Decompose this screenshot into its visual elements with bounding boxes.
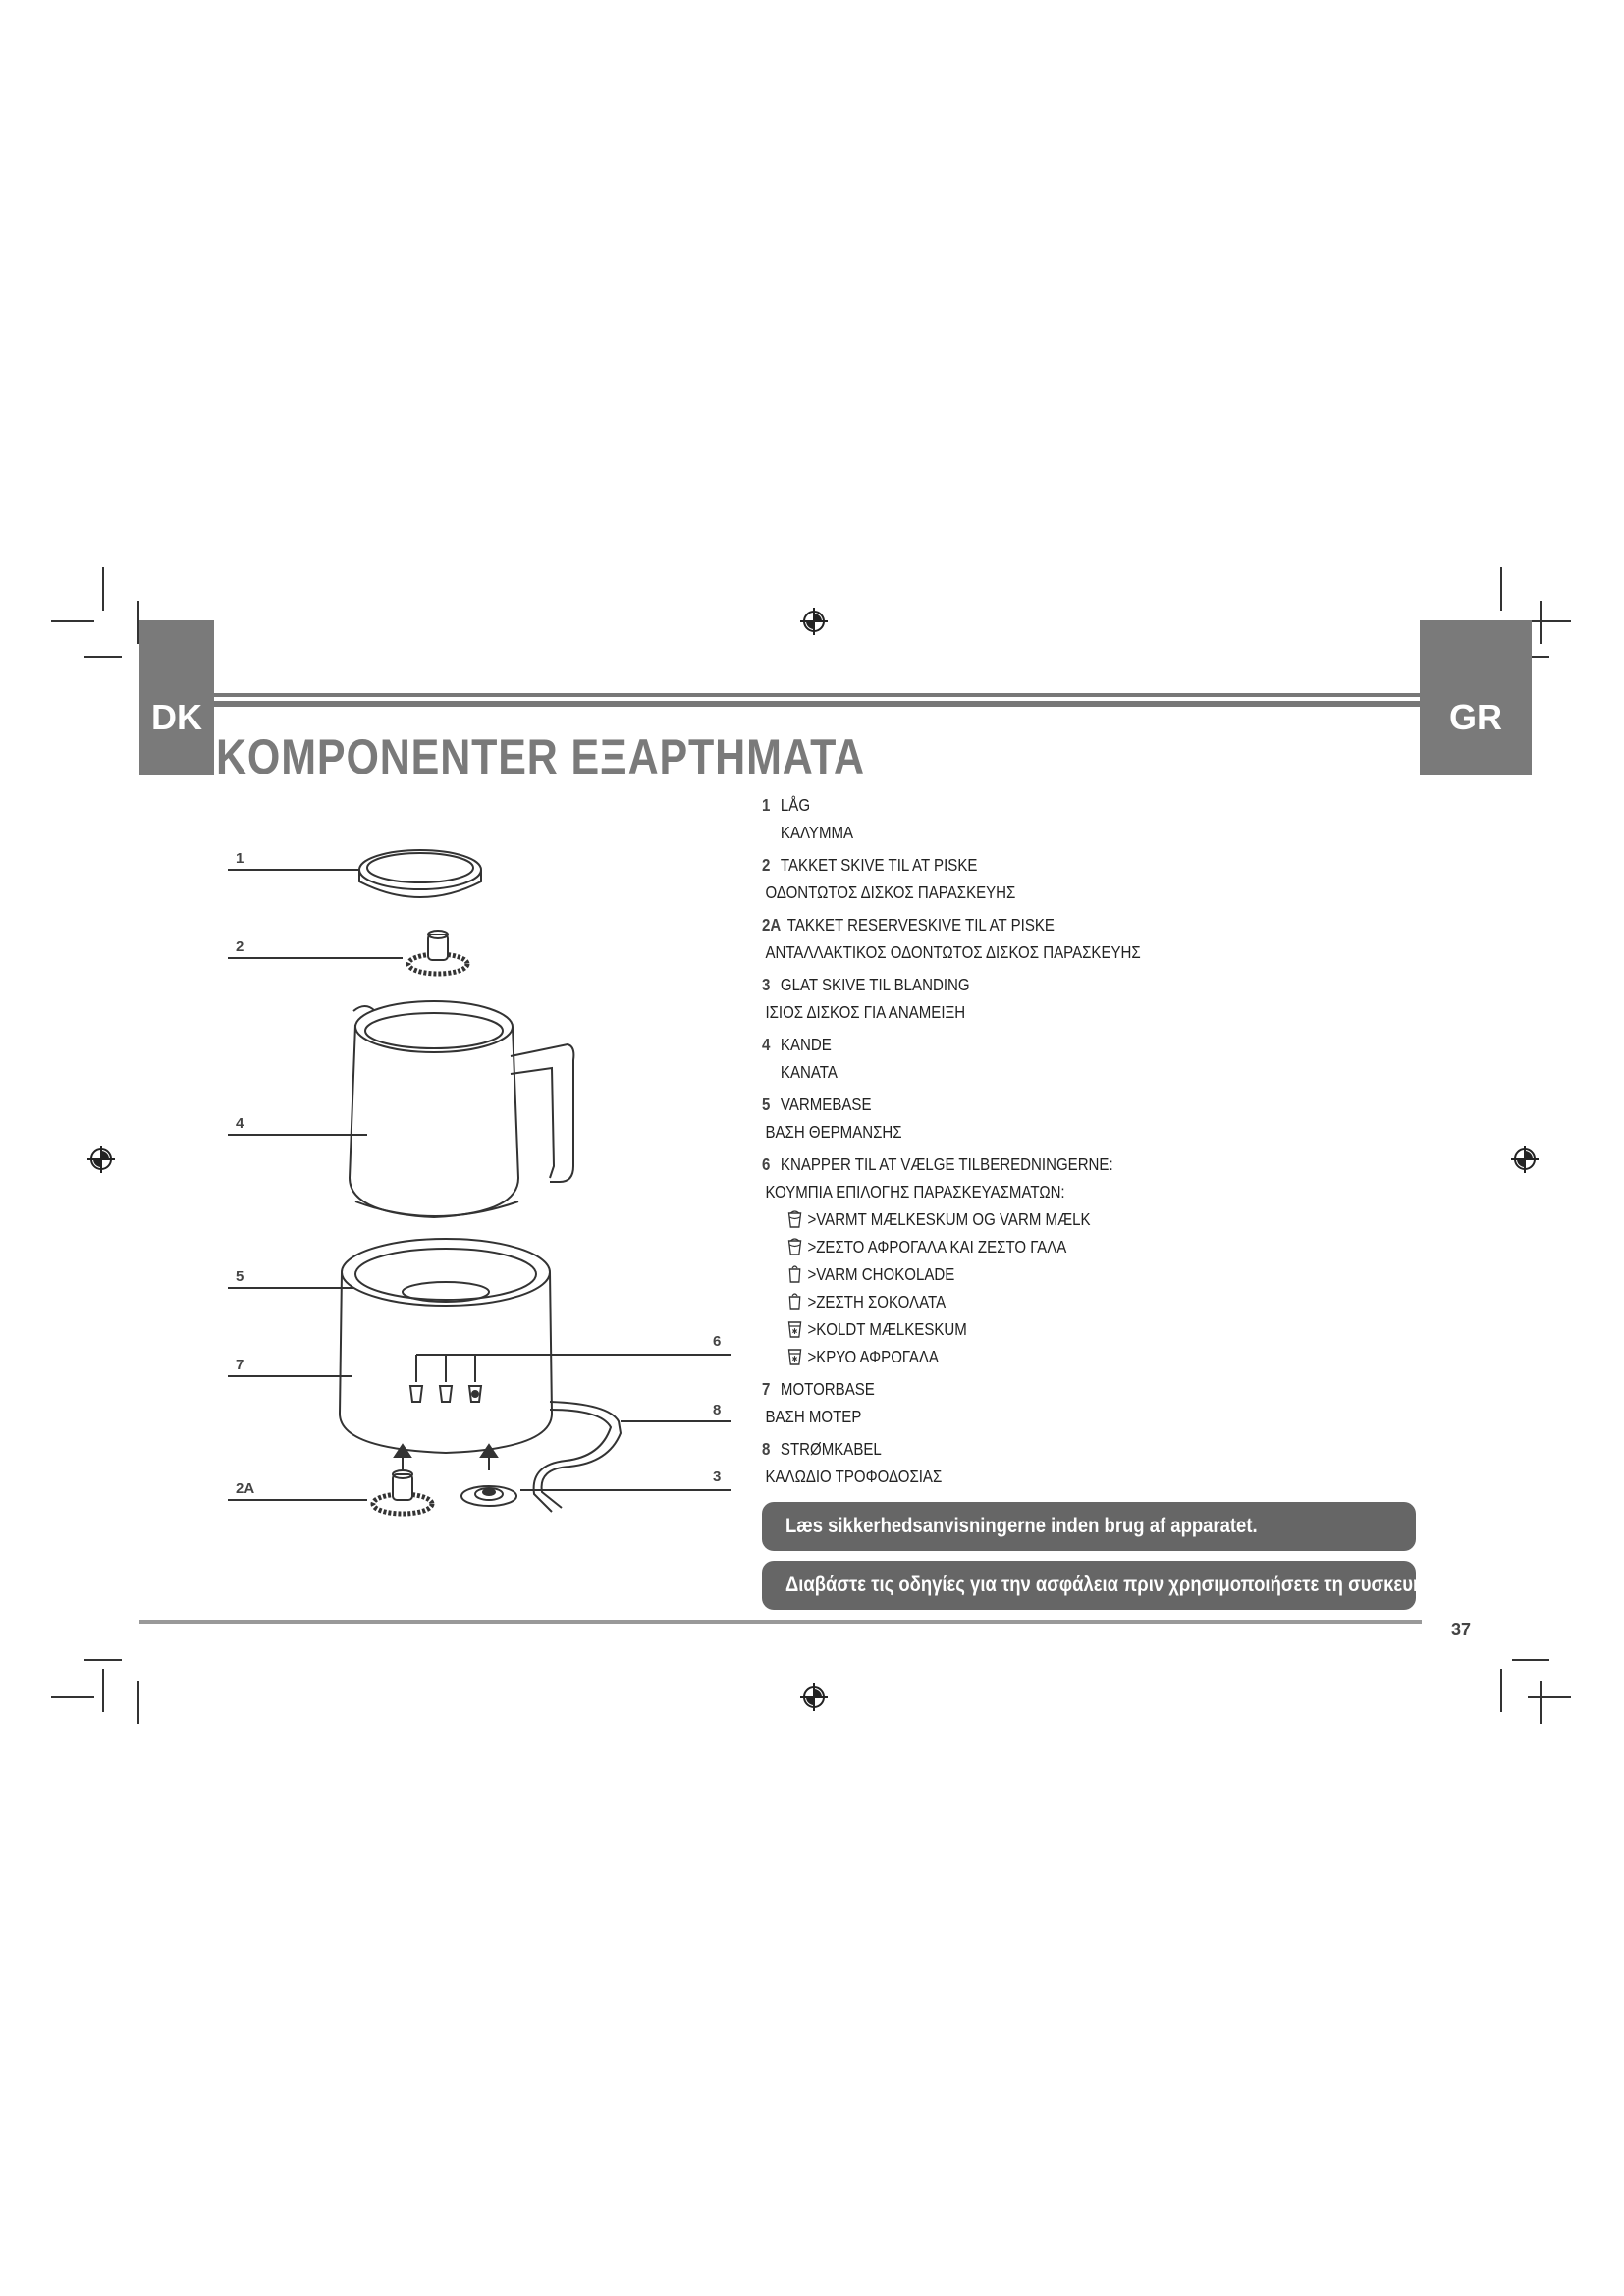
option-item (762, 1343, 1353, 1370)
product-diagram (216, 825, 746, 1551)
safety-note-text: Læs sikkerhedsanvisningerne inden brug af apparatet. (785, 1515, 1258, 1537)
language-tab-label: DK (151, 697, 202, 737)
part-label-gr: ΒΑΣΗ ΜΟΤΕΡ (765, 1407, 862, 1426)
part-number: 1 (762, 795, 771, 815)
page-number: 37 (1451, 1620, 1472, 1639)
language-tab-label: GR (1449, 697, 1502, 737)
footer-rule (139, 1620, 1422, 1624)
part-item (762, 1375, 1353, 1430)
callout-number: 5 (236, 1268, 244, 1285)
option-label: >ΚΡΥΟ ΑΦΡΟΓΑΛΑ (807, 1347, 939, 1366)
registration-mark-icon (1510, 1145, 1540, 1174)
crop-mark (102, 567, 104, 611)
safety-note-text: Διαβάστε τις οδηγίες για την ασφάλεια πριν χρησιμοποιήσετε τη συσκευή. (785, 1574, 1430, 1596)
crop-mark (1528, 620, 1571, 622)
part-label-gr: ΑΝΤΑΛΛΑΚΤΙΚΟΣ ΟΔΟΝΤΩΤΟΣ ΔΙΣΚΟΣ ΠΑΡΑΣΚΕΥΗΣ (765, 942, 1141, 962)
option-item (762, 1288, 1353, 1315)
part-item (762, 1091, 1353, 1146)
crop-mark (1512, 1659, 1549, 1661)
part-label-gr: ΒΑΣΗ ΘΕΡΜΑΝΣΗΣ (765, 1122, 902, 1142)
option-item (762, 1315, 1353, 1343)
cup-chocolate-icon (787, 1264, 802, 1284)
part-label-gr: ΚΟΥΜΠΙΑ ΕΠΙΛΟΓΗΣ ΠΑΡΑΣΚΕΥΑΣΜΑΤΩΝ: (765, 1182, 1065, 1201)
cup-foam-icon (787, 1237, 802, 1256)
part-item (762, 1435, 1353, 1490)
part-label-dk: KNAPPER TIL AT VÆLGE TILBEREDNINGERNE: (780, 1154, 1113, 1174)
option-item (762, 1205, 1353, 1233)
part-item (762, 1150, 1353, 1370)
callout-number: 3 (713, 1468, 722, 1485)
callout-number: 1 (236, 850, 244, 867)
registration-mark-icon (799, 607, 829, 636)
crop-mark (51, 620, 94, 622)
part-label-dk: LÅG (780, 795, 811, 815)
registration-mark-icon (799, 1682, 829, 1712)
cup-chocolate-icon (787, 1292, 802, 1311)
crop-mark (1528, 1696, 1571, 1698)
registration-mark-icon (86, 1145, 116, 1174)
safety-note-gr (762, 1561, 1430, 1610)
svg-text:✱: ✱ (791, 1326, 798, 1337)
crop-mark (1540, 1681, 1542, 1724)
part-label-dk: GLAT SKIVE TIL BLANDING (780, 975, 970, 994)
option-label: >ΖΕΣΤΗ ΣΟΚΟΛΑΤΑ (807, 1292, 947, 1311)
part-number: 2 (762, 855, 771, 875)
parts-list (762, 791, 1353, 1495)
part-number: 7 (762, 1379, 771, 1399)
crop-mark (51, 1696, 94, 1698)
part-label-gr: ΙΣΙΟΣ ΔΙΣΚΟΣ ΓΙΑ ΑΝΑΜΕΙΞΗ (765, 1002, 966, 1022)
crop-mark (84, 656, 122, 658)
option-label: >VARMT MÆLKESKUM OG VARM MÆLK (807, 1209, 1091, 1229)
callout-number: 4 (236, 1115, 244, 1132)
page-title: KOMPONENTER ΕΞΑΡΤΗΜΑΤΑ (216, 729, 865, 784)
header-rule (214, 693, 1420, 697)
option-item (762, 1260, 1353, 1288)
crop-mark (102, 1669, 104, 1712)
crop-mark (1540, 601, 1542, 644)
language-tab-gr (1420, 620, 1532, 775)
part-item (762, 971, 1353, 1026)
part-number: 2A (762, 915, 782, 934)
safety-note-dk (762, 1502, 1416, 1551)
part-item (762, 791, 1353, 846)
option-label: >VARM CHOKOLADE (807, 1264, 955, 1284)
part-label-dk: MOTORBASE (780, 1379, 875, 1399)
callout-number: 2A (236, 1480, 255, 1497)
part-item (762, 851, 1353, 906)
option-item (762, 1233, 1353, 1260)
callout-number: 2 (236, 938, 244, 955)
svg-text:✱: ✱ (791, 1354, 798, 1364)
callout-number: 7 (236, 1357, 244, 1373)
option-label: >KOLDT MÆLKESKUM (807, 1319, 967, 1339)
part-number: 6 (762, 1154, 771, 1174)
header-rule (214, 701, 1420, 707)
cup-cold-icon (787, 1347, 802, 1366)
part-number: 5 (762, 1095, 771, 1114)
part-item (762, 911, 1353, 966)
part-label-gr: ΚΑΛΥΜΜΑ (780, 823, 854, 842)
part-label-dk: KANDE (780, 1035, 832, 1054)
part-label-dk: STRØMKABEL (780, 1439, 882, 1459)
language-tab-dk (139, 620, 214, 775)
part-label-gr: ΟΔΟΝΤΩΤΟΣ ΔΙΣΚΟΣ ΠΑΡΑΣΚΕΥΗΣ (765, 882, 1016, 902)
crop-mark (137, 1681, 139, 1724)
part-number: 3 (762, 975, 771, 994)
callout-number: 8 (713, 1402, 722, 1418)
part-number: 4 (762, 1035, 771, 1054)
part-label-dk: TAKKET SKIVE TIL AT PISKE (780, 855, 978, 875)
part-label-gr: ΚΑΛΩΔΙΟ ΤΡΟΦΟΔΟΣΙΑΣ (765, 1467, 943, 1486)
cup-cold-icon (787, 1319, 802, 1339)
crop-mark (84, 1659, 122, 1661)
callout-number: 6 (713, 1333, 722, 1350)
part-label-dk: VARMEBASE (780, 1095, 872, 1114)
option-label: >ΖΕΣΤΟ ΑΦΡΟΓΑΛΑ ΚΑΙ ΖΕΣΤΟ ΓΑΛΑ (807, 1237, 1067, 1256)
cup-foam-icon (787, 1209, 802, 1229)
part-number: 8 (762, 1439, 771, 1459)
crop-mark (1500, 567, 1502, 611)
part-item (762, 1031, 1353, 1086)
crop-mark (1500, 1669, 1502, 1712)
part-label-dk: TAKKET RESERVESKIVE TIL AT PISKE (786, 915, 1055, 934)
part-label-gr: ΚΑΝΑΤΑ (780, 1062, 838, 1082)
